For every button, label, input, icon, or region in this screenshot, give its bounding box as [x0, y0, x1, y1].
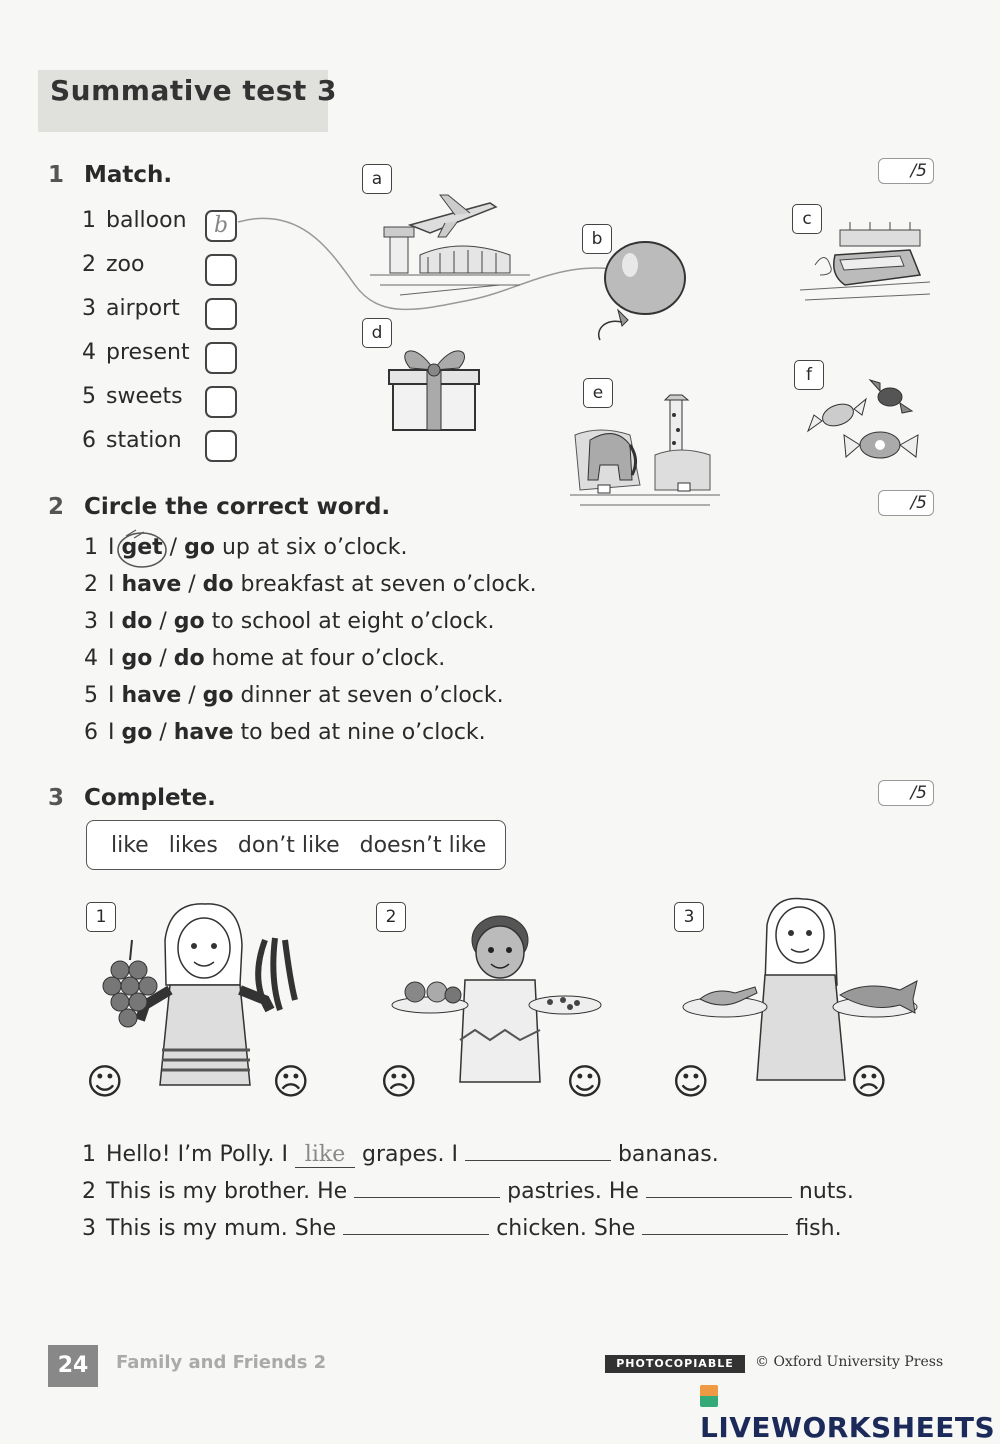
answer-blank[interactable]	[354, 1175, 500, 1198]
section-3-score[interactable]: /5	[878, 780, 934, 806]
word-bank-item: like	[111, 832, 149, 858]
answer-blank[interactable]	[646, 1175, 792, 1198]
smiley-face-icon: ☺	[566, 1062, 604, 1103]
section-1-number: 1	[48, 162, 65, 188]
publisher-credit: © Oxford University Press	[755, 1354, 944, 1370]
section-1-score[interactable]: /5	[878, 158, 934, 184]
section-2-number: 2	[48, 494, 65, 520]
picture-tag-3: 3	[674, 902, 704, 932]
answer-circle-mark	[116, 530, 176, 570]
line-number: 3	[84, 609, 98, 634]
line-number: 4	[84, 646, 98, 671]
picture-tag-d: d	[362, 318, 392, 348]
option-separator: /	[181, 683, 203, 708]
picture-tag-a: a	[362, 164, 392, 194]
sentence-part: nuts.	[798, 1179, 854, 1204]
section-3-title: Complete.	[84, 785, 216, 811]
logo-icon	[700, 1385, 718, 1407]
section-3-number: 3	[48, 785, 65, 811]
picture-tag-c: c	[792, 204, 822, 234]
line-prefix: I	[108, 609, 122, 634]
sentence-part: fish.	[795, 1216, 842, 1241]
line-suffix: to bed at nine o’clock.	[233, 720, 486, 745]
item-number: 6	[82, 428, 96, 453]
option-2[interactable]: go	[173, 609, 205, 634]
sentence-part: chicken. She	[496, 1216, 636, 1241]
option-separator: /	[152, 609, 174, 634]
word-bank-item: don’t like	[237, 832, 340, 858]
answer-blank[interactable]	[642, 1212, 788, 1235]
picture-tag-b: b	[582, 224, 612, 254]
option-1[interactable]: do	[121, 609, 153, 634]
sentence-number: 1	[82, 1142, 96, 1167]
option-2[interactable]: have	[173, 720, 234, 745]
line-prefix: I	[108, 646, 122, 671]
item-word: zoo	[106, 252, 145, 277]
complete-sentence	[82, 1212, 842, 1241]
picture-tag-1: 1	[86, 902, 116, 932]
line-prefix: I	[108, 720, 122, 745]
picture-tag-e: e	[583, 378, 613, 408]
option-separator: /	[162, 535, 185, 560]
sentence-line	[84, 683, 504, 708]
section-1-title: Match.	[84, 162, 173, 188]
picture-tag-f: f	[794, 360, 824, 390]
word-bank-item: doesn’t like	[359, 832, 487, 858]
item-number: 2	[82, 252, 96, 277]
option-1[interactable]: get	[121, 535, 163, 560]
line-prefix: I	[108, 683, 122, 708]
liveworksheets-logo	[700, 1378, 1000, 1444]
word-bank-item: likes	[168, 832, 218, 858]
smiley-face-icon: ☺	[672, 1062, 710, 1103]
page-title: Summative test 3	[50, 74, 337, 107]
item-word: sweets	[106, 384, 183, 409]
option-separator: /	[152, 646, 174, 671]
line-number: 6	[84, 720, 98, 745]
option-2[interactable]: do	[173, 646, 205, 671]
smiley-face-icon: ☺	[86, 1062, 124, 1103]
sentence-part: This is my mum. She	[106, 1216, 337, 1241]
zoo-illustration	[570, 395, 720, 515]
photocopiable-label: PHOTOCOPIABLE	[605, 1355, 745, 1373]
complete-sentence	[82, 1138, 719, 1168]
sentence-part: grapes. I	[362, 1142, 458, 1167]
word-bank	[86, 820, 506, 870]
sentence-part: pastries. He	[507, 1179, 639, 1204]
book-title: Family and Friends 2	[116, 1352, 327, 1373]
answer-blank[interactable]	[465, 1138, 611, 1161]
page-number: 24	[48, 1345, 98, 1387]
item-number: 1	[82, 208, 96, 233]
mum-illustration	[685, 895, 925, 1085]
line-number: 2	[84, 572, 98, 597]
sentence-part: Hello! I’m Polly. I	[106, 1142, 289, 1167]
station-illustration	[800, 220, 930, 310]
option-1[interactable]: go	[121, 720, 153, 745]
sentence-line	[84, 720, 486, 745]
answer-blank[interactable]	[343, 1212, 489, 1235]
line-number: 1	[84, 535, 98, 560]
sad-face-icon: ☹	[272, 1062, 310, 1103]
section-2-score[interactable]: /5	[878, 490, 934, 516]
item-word: balloon	[106, 208, 187, 233]
sweets-illustration	[800, 375, 930, 470]
line-prefix: I	[108, 535, 122, 560]
option-separator: /	[152, 720, 174, 745]
line-suffix: to school at eight o’clock.	[204, 609, 495, 634]
item-word: station	[106, 428, 182, 453]
sentence-part: This is my brother. He	[106, 1179, 348, 1204]
line-number: 5	[84, 683, 98, 708]
sentence-number: 2	[82, 1179, 96, 1204]
sad-face-icon: ☹	[380, 1062, 418, 1103]
item-word: airport	[106, 296, 180, 321]
item-number: 4	[82, 340, 96, 365]
sentence-line	[84, 646, 445, 671]
answer-blank[interactable]: like	[295, 1145, 355, 1168]
line-prefix: I	[108, 572, 122, 597]
picture-tag-2: 2	[376, 902, 406, 932]
option-2[interactable]: go	[184, 535, 215, 560]
answer-box[interactable]: b	[205, 210, 237, 242]
item-word: present	[106, 340, 190, 365]
sentence-line	[84, 572, 537, 597]
option-1[interactable]: go	[121, 646, 153, 671]
sentence-line	[84, 609, 494, 634]
section-2-title: Circle the correct word.	[84, 494, 391, 520]
option-1[interactable]: have	[121, 683, 182, 708]
line-suffix: home at four o’clock.	[204, 646, 446, 671]
airport-illustration	[370, 185, 530, 295]
option-1[interactable]: have	[121, 572, 182, 597]
line-suffix: up at six o’clock.	[214, 535, 408, 560]
line-suffix: breakfast at seven o’clock.	[233, 572, 537, 597]
complete-sentence	[82, 1175, 854, 1204]
item-number: 3	[82, 296, 96, 321]
option-separator: /	[181, 572, 203, 597]
item-number: 5	[82, 384, 96, 409]
sad-face-icon: ☹	[850, 1062, 888, 1103]
sentence-number: 3	[82, 1216, 96, 1241]
option-2[interactable]: go	[202, 683, 234, 708]
brand-name: LIVEWORKSHEETS	[700, 1411, 996, 1444]
brother-illustration	[395, 910, 605, 1085]
sentence-part: bananas.	[617, 1142, 719, 1167]
option-2[interactable]: do	[202, 572, 234, 597]
balloon-illustration	[590, 240, 700, 350]
present-illustration	[385, 340, 485, 435]
line-suffix: dinner at seven o’clock.	[233, 683, 504, 708]
